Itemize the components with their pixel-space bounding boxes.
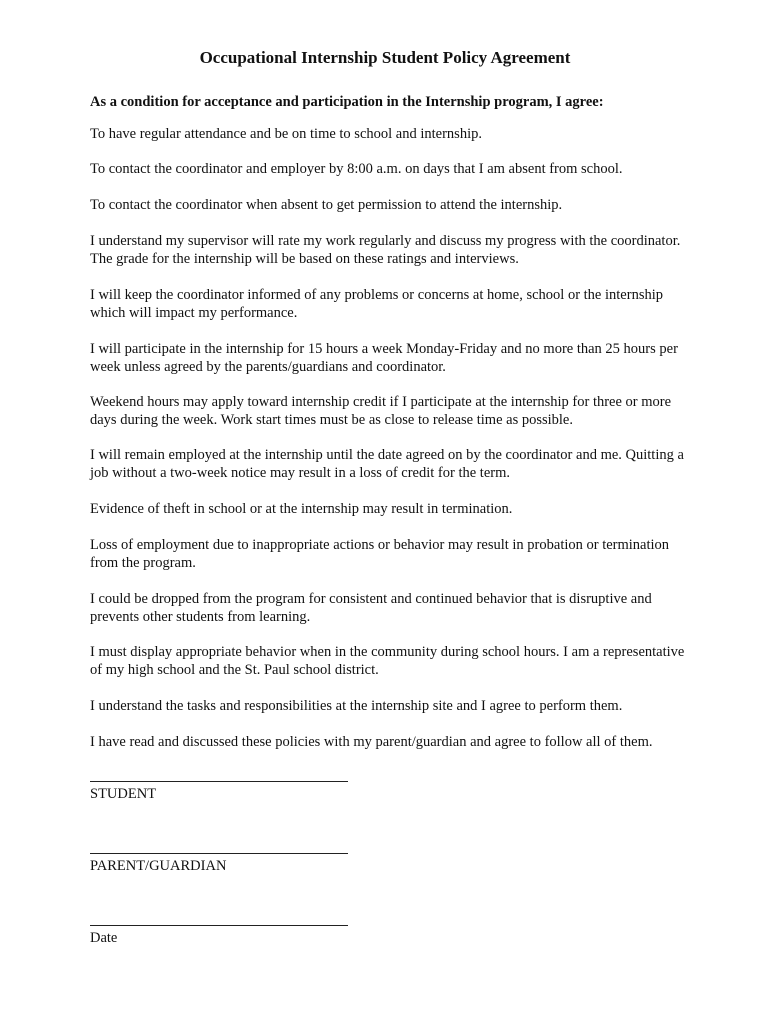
parent-signature-line[interactable] <box>90 853 348 854</box>
policy-paragraph-hours: I will participate in the internship for 15 hours a week Monday-Friday and no more than 25 hours per week unless agreed by the parents/guardians and coordinator. <box>90 341 678 375</box>
date-label: Date <box>90 930 118 946</box>
policy-paragraph-agreement: I have read and discussed these policies with my parent/guardian and agree to follow all of them. <box>90 734 653 750</box>
policy-paragraph-loss-of-employment: Loss of employment due to inappropriate actions or behavior may result in probation or termination from the program. <box>90 537 670 571</box>
intro-statement: As a condition for acceptance and participation in the Internship program, I agree: <box>90 94 604 110</box>
policy-paragraph-attendance: To have regular attendance and be on time to school and internship. <box>90 126 482 142</box>
student-signature-label: STUDENT <box>90 786 157 802</box>
policy-paragraph-employment-term: I will remain employed at the internship until the date agreed on by the coordinator and me. Quitting a job without a two-week notice may result in a loss of credit for the term. <box>90 447 684 481</box>
policy-paragraph-disruptive-behavior: I could be dropped from the program for consistent and continued behavior that is disruptive and prevents other students from learning. <box>90 591 652 625</box>
policy-paragraph-permission: To contact the coordinator when absent to get permission to attend the internship. <box>90 197 563 213</box>
policy-paragraph-supervisor-rating: I understand my supervisor will rate my work regularly and discuss my progress with the coordinator. The grade for the internship will be based on these ratings and interviews. <box>90 233 681 267</box>
policy-paragraph-informed: I will keep the coordinator informed of any problems or concerns at home, school or the internship which will impact my performance. <box>90 287 663 321</box>
policy-paragraph-weekend-hours: Weekend hours may apply toward internship credit if I participate at the internship for three or more days during the week. Work start times must be as close to release time as possible. <box>90 394 672 428</box>
page-title: Occupational Internship Student Policy Agreement <box>199 48 571 67</box>
policy-paragraph-theft: Evidence of theft in school or at the internship may result in termination. <box>90 501 513 517</box>
policy-paragraph-community-behavior: I must display appropriate behavior when in the community during school hours. I am a representative of my high school and the St. Paul school district. <box>90 644 685 678</box>
policy-paragraph-absence-contact: To contact the coordinator and employer by 8:00 a.m. on days that I am absent from school. <box>90 161 623 177</box>
date-signature-line[interactable] <box>90 925 348 926</box>
policy-paragraph-tasks: I understand the tasks and responsibilities at the internship site and I agree to perform them. <box>90 698 623 714</box>
parent-signature-label: PARENT/GUARDIAN <box>90 858 227 874</box>
student-signature-line[interactable] <box>90 781 348 782</box>
